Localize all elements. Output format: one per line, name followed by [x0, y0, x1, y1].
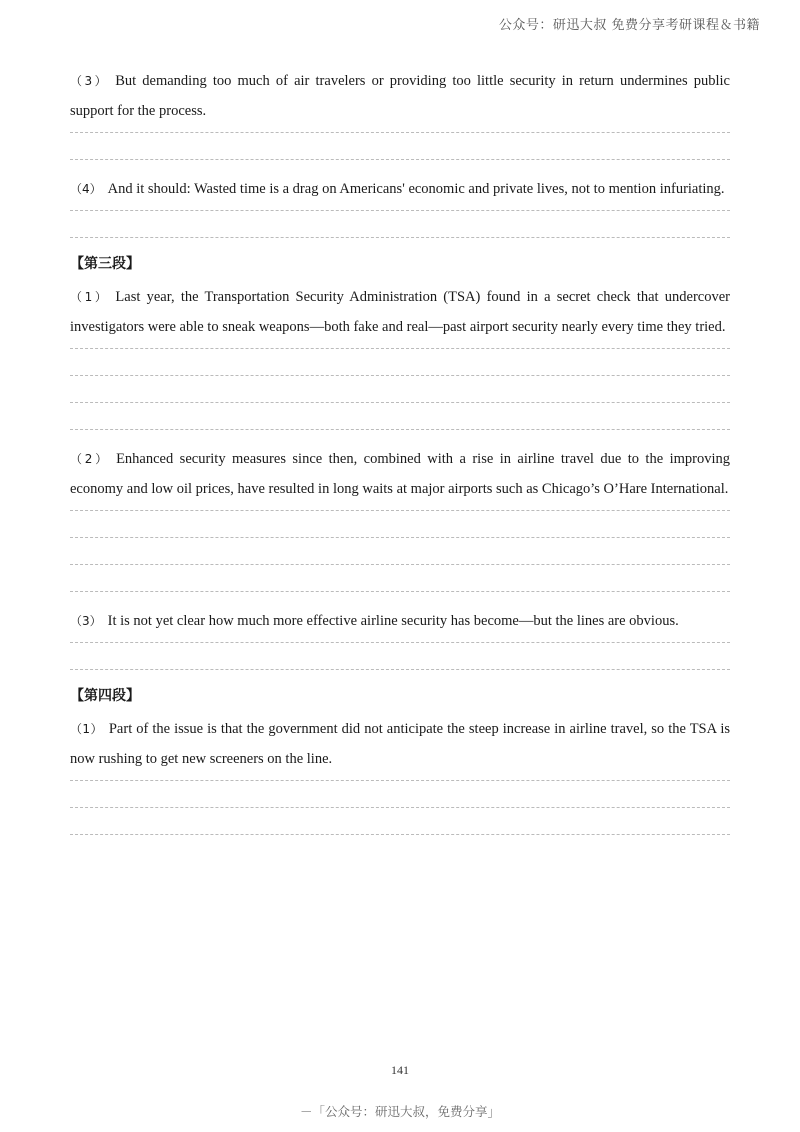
sentence-text: Enhanced security measures since then, combined with a rise in airline travel due to the improving economy and low oil prices, have resulted in long waits at major airports such as Chicago’s O’Hare International.: [70, 451, 730, 497]
answer-lines: [70, 348, 730, 430]
writing-line: [70, 642, 730, 643]
writing-line: [70, 159, 730, 160]
writing-line: [70, 348, 730, 349]
writing-line: [70, 375, 730, 376]
section-heading: 【第四段】: [70, 688, 140, 704]
writing-line: [70, 834, 730, 835]
answer-lines: [70, 642, 730, 670]
sentence-paragraph: [70, 66, 730, 126]
writing-line: [70, 537, 730, 538]
writing-line: [70, 132, 730, 133]
sentence-paragraph: [70, 714, 730, 774]
sentence-paragraph: [70, 174, 730, 204]
answer-lines: [70, 510, 730, 592]
sentence-number: （1）: [70, 722, 103, 736]
sentence-number: （1）: [70, 290, 110, 304]
sentence-paragraph: [70, 282, 730, 342]
answer-lines: [70, 210, 730, 238]
sentence-paragraph: [70, 606, 730, 636]
writing-line: [70, 564, 730, 565]
writing-line: [70, 402, 730, 403]
sentence-number: （4）: [70, 182, 102, 196]
sentence-text: It is not yet clear how much more effective airline security has become—but the lines are obvious.: [107, 613, 679, 629]
writing-line: [70, 807, 730, 808]
answer-lines: [70, 132, 730, 160]
sentence-paragraph: [70, 444, 730, 504]
sentence-number: （2）: [70, 452, 111, 466]
sentence-text: Last year, the Transportation Security Administration (TSA) found in a secret check that undercover investigators were able to sneak weapons—both fake and real—past airport security nearly every time they tried.: [70, 289, 730, 335]
sentence-text: But demanding too much of air travelers or providing too little security in return undermines public support for the process.: [70, 73, 730, 119]
document-body: [70, 66, 730, 849]
writing-line: [70, 237, 730, 238]
sentence-text: And it should: Wasted time is a drag on Americans' economic and private lives, not to mention infuriating.: [107, 181, 725, 197]
sentence-number: （3）: [70, 74, 110, 88]
sentence-text: Part of the issue is that the government did not anticipate the steep increase in airline travel, so the TSA is now rushing to get new screeners on the line.: [70, 721, 730, 767]
header-watermark-note: 公众号：研迅大叔 免费分享考研课程＆书籍: [498, 18, 760, 33]
writing-line: [70, 669, 730, 670]
writing-line: [70, 210, 730, 211]
writing-line: [70, 429, 730, 430]
answer-lines: [70, 780, 730, 835]
writing-line: [70, 591, 730, 592]
sentence-number: （3）: [70, 614, 102, 628]
writing-line: [70, 510, 730, 511]
page-number: 141: [391, 1063, 409, 1077]
section-heading: 【第三段】: [70, 256, 140, 272]
writing-line: [70, 780, 730, 781]
footer-note: －「公众号：研迅大叔，免费分享」: [299, 1104, 500, 1119]
